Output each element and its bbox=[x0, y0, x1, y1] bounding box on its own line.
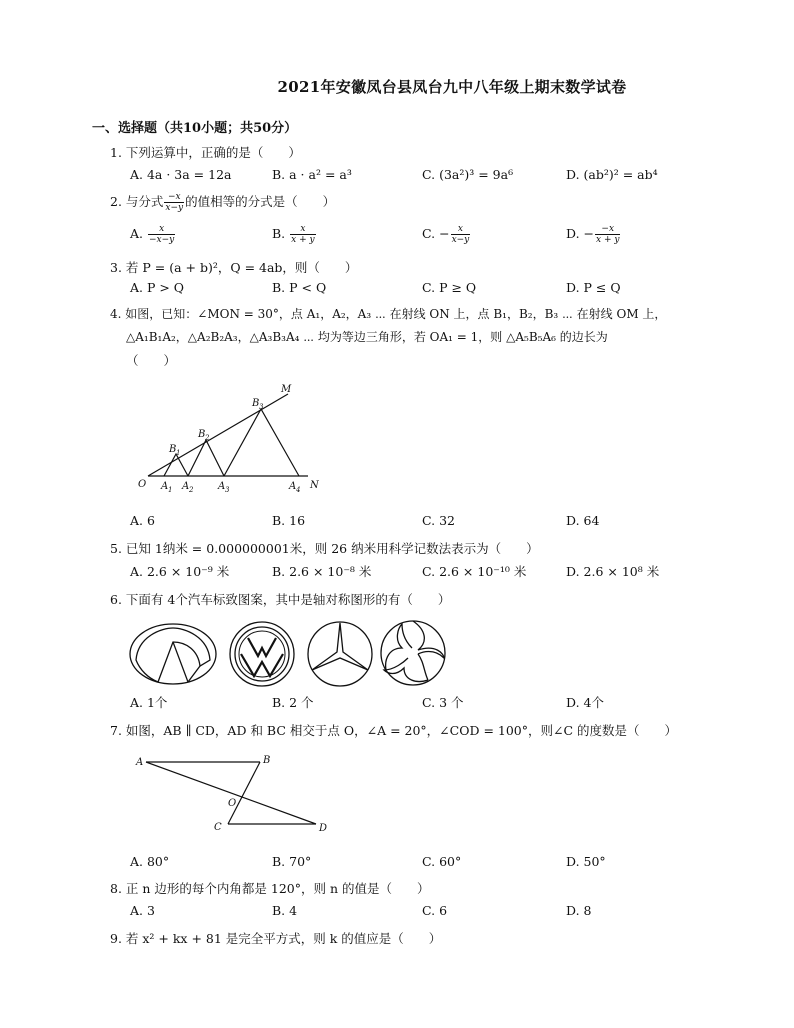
q3-option-a: A. P > Q bbox=[130, 280, 185, 295]
segment-ad bbox=[146, 762, 316, 824]
label-a2: A bbox=[182, 481, 190, 492]
car-logo-1 bbox=[128, 622, 218, 686]
q4-option-a: A. 6 bbox=[130, 513, 155, 528]
label-b2-sub: 2 bbox=[205, 434, 210, 442]
q2-fraction-denominator: x−y bbox=[165, 203, 184, 213]
q7-option-c: C. 60° bbox=[422, 854, 462, 869]
q2-option-c bbox=[422, 224, 471, 245]
q8-option-c: C. 6 bbox=[422, 903, 448, 918]
q6-option-d: D. 4个 bbox=[566, 695, 604, 710]
q7-option-a: A. 80° bbox=[130, 854, 170, 869]
q2-b-num: x bbox=[290, 224, 315, 235]
question-4-stem-line3: （ ） bbox=[126, 353, 177, 368]
question-8-stem: 8. 正 n 边形的每个内角都是 120°，则 n 的值是（ ） bbox=[110, 881, 430, 896]
q2-option-d-letter: D. bbox=[566, 226, 584, 241]
question-9-stem: 9. 若 x² + kx + 81 是完全平方式，则 k 的值应是（ ） bbox=[110, 931, 442, 946]
q2-a-num: x bbox=[148, 224, 175, 235]
q7-figure-z bbox=[130, 748, 340, 840]
page-title: 2021年安徽凤台县凤台九中八年级上期末数学试卷 bbox=[277, 78, 627, 96]
label-a4: A bbox=[289, 481, 297, 492]
q2-c-den: x−y bbox=[451, 235, 470, 245]
q3-option-c: C. P ≥ Q bbox=[422, 280, 477, 295]
q2-a-den: −x−y bbox=[148, 235, 175, 245]
label-a2-sub: 2 bbox=[189, 486, 194, 494]
q1-option-c: C. (3a²)³ = 9a⁶ bbox=[422, 167, 514, 182]
q2-stem-post: 的值相等的分式是（ ） bbox=[185, 194, 336, 209]
label-o: O bbox=[138, 479, 147, 490]
q8-option-b: B. 4 bbox=[272, 903, 298, 918]
q6-option-b: B. 2 个 bbox=[272, 695, 314, 710]
q8-option-a: A. 3 bbox=[130, 903, 155, 918]
question-4-stem-line2: △A₁B₁A₂，△A₂B₂A₃，△A₃B₃A₄ ⋯ 均为等边三角形，若 OA₁ = 1，则 △A₅B₅A₆ 的边长为 bbox=[126, 330, 608, 344]
label-a: A bbox=[136, 757, 144, 768]
label-a1: A bbox=[161, 481, 169, 492]
q5-option-b: B. 2.6 × 10⁻⁸ 米 bbox=[272, 564, 372, 579]
section-heading: 一、选择题（共10小题；共50分） bbox=[92, 121, 298, 136]
label-n: N bbox=[310, 480, 319, 491]
q2-c-num: x bbox=[451, 224, 471, 235]
q6-option-c: C. 3 个 bbox=[422, 695, 464, 710]
question-2-stem bbox=[110, 192, 335, 213]
q1-option-d: D. (ab²)² = ab⁴ bbox=[566, 167, 658, 182]
triangle-3 bbox=[224, 409, 299, 476]
q4-option-b: B. 16 bbox=[272, 513, 306, 528]
q2-option-c-letter: C. bbox=[422, 226, 440, 241]
q7-option-b: B. 70° bbox=[272, 854, 312, 869]
label-b3: B bbox=[252, 398, 260, 409]
q1-option-a: A. 4a · 3a = 12a bbox=[130, 167, 232, 182]
q4-option-c: C. 32 bbox=[422, 513, 455, 528]
triangle-2 bbox=[188, 440, 224, 476]
car-logo-2 bbox=[228, 620, 296, 688]
q2-option-a-letter: A. bbox=[130, 226, 147, 241]
label-a1-sub: 1 bbox=[168, 486, 173, 494]
car-logo-4 bbox=[378, 618, 448, 688]
q2-c-sign: − bbox=[439, 226, 450, 241]
q2-d-num: −x bbox=[595, 224, 620, 235]
q5-option-c: C. 2.6 × 10⁻¹⁰ 米 bbox=[422, 564, 527, 579]
q2-b-den: x + y bbox=[291, 235, 315, 245]
q2-option-b-letter: B. bbox=[272, 226, 290, 241]
q5-option-a: A. 2.6 × 10⁻⁹ 米 bbox=[130, 564, 230, 579]
question-1-stem: 1. 下列运算中，正确的是（ ） bbox=[110, 145, 301, 160]
label-a4-sub: 4 bbox=[296, 486, 301, 494]
q2-d-sign: − bbox=[583, 226, 595, 241]
label-b3-sub: 3 bbox=[259, 403, 264, 411]
label-c: C bbox=[214, 822, 222, 833]
q8-option-d: D. 8 bbox=[566, 903, 592, 918]
label-a3-sub: 3 bbox=[225, 486, 230, 494]
segment-bc bbox=[228, 762, 260, 824]
q6-option-a: A. 1个 bbox=[130, 695, 168, 710]
label-b1-sub: 1 bbox=[176, 449, 181, 457]
label-b: B bbox=[263, 755, 271, 766]
q1-option-b: B. a · a² = a³ bbox=[272, 167, 352, 182]
question-5-stem: 5. 已知 1纳米 = 0.000000001米，则 26 纳米用科学记数法表示为（ ） bbox=[110, 541, 539, 556]
label-b2: B bbox=[198, 429, 206, 440]
label-o: O bbox=[228, 798, 237, 809]
q2-d-den: x + y bbox=[596, 235, 620, 245]
q7-option-d: D. 50° bbox=[566, 854, 606, 869]
question-6-stem: 6. 下面有 4个汽车标致图案，其中是轴对称图形的有（ ） bbox=[110, 592, 451, 607]
label-b1: B bbox=[169, 444, 177, 455]
q2-option-d bbox=[566, 224, 621, 245]
q3-option-d: D. P ≤ Q bbox=[566, 280, 621, 295]
question-3-stem: 3. 若 P = (a + b)²，Q = 4ab，则（ ） bbox=[110, 260, 358, 275]
q5-option-d: D. 2.6 × 10⁸ 米 bbox=[566, 564, 660, 579]
q3-option-b: B. P < Q bbox=[272, 280, 327, 295]
q2-option-b bbox=[272, 224, 317, 245]
q2-stem-pre: 2. 与分式 bbox=[110, 194, 164, 209]
q2-fraction-numerator: −x bbox=[164, 192, 184, 203]
q2-option-a bbox=[130, 224, 176, 245]
question-7-stem: 7. 如图，AB ∥ CD，AD 和 BC 相交于点 O，∠A = 20°，∠COD = 100°，则∠C 的度数是（ ） bbox=[110, 723, 678, 738]
car-logo-3 bbox=[306, 620, 374, 688]
label-m: M bbox=[281, 384, 292, 395]
q4-option-d: D. 64 bbox=[566, 513, 600, 528]
q2-fraction bbox=[164, 192, 184, 213]
q4-figure-triangles bbox=[130, 378, 330, 496]
label-d: D bbox=[319, 823, 328, 834]
label-a3: A bbox=[218, 481, 226, 492]
question-4-stem: 4. 如图，已知：∠MON = 30°，点 A₁，A₂，A₃ ⋯ 在射线 ON 上，点 B₁，B₂，B₃ ⋯ 在射线 OM 上， bbox=[110, 307, 667, 321]
